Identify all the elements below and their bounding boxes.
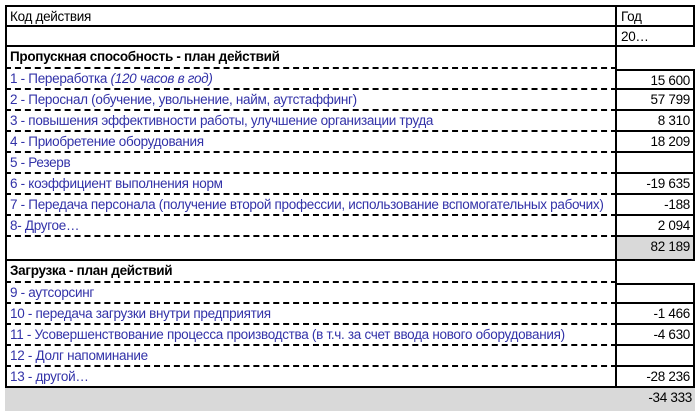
table-row <box>5 69 695 90</box>
action-label-cell[interactable]: 12 - Долг напоминание <box>5 346 617 367</box>
table-row <box>5 325 695 346</box>
value-cell[interactable] <box>617 283 695 304</box>
value-cell[interactable]: -188 <box>617 195 695 216</box>
subtotal-row-capacity <box>5 237 695 261</box>
table-row <box>5 174 695 195</box>
value-cell[interactable]: 57 799 <box>617 90 695 111</box>
action-label-cell[interactable] <box>5 69 617 90</box>
action-plan-table <box>5 5 695 411</box>
table-header-row <box>5 5 695 27</box>
action-label-cell[interactable]: 3 - повышения эффективности работы, улучшение организации труда <box>5 111 617 132</box>
year-value-cell[interactable]: 20… <box>617 27 695 45</box>
action-label-cell[interactable]: 11 - Усовершенствование процесса производства (в т.ч. за счет ввода нового оборудования) <box>5 325 617 346</box>
action-label-cell[interactable]: 10 - передача загрузки внутри предприятия <box>5 304 617 325</box>
action-label-italic: (120 часов в год) <box>110 71 213 86</box>
empty-cell[interactable] <box>5 27 617 45</box>
action-label-cell[interactable]: 8- Другое… <box>5 216 617 237</box>
year-value-row <box>5 27 695 47</box>
header-cell-year[interactable]: Год <box>617 7 695 25</box>
section-header-row-capacity <box>5 47 695 69</box>
value-cell[interactable]: -1 466 <box>617 304 695 325</box>
empty-cell[interactable] <box>5 388 617 411</box>
table-row <box>5 111 695 132</box>
empty-cell[interactable] <box>5 237 617 259</box>
value-cell[interactable]: 2 094 <box>617 216 695 237</box>
action-label-cell[interactable]: 5 - Резерв <box>5 153 617 174</box>
table-row <box>5 367 695 388</box>
value-cell[interactable] <box>617 346 695 367</box>
value-cell[interactable]: 18 209 <box>617 132 695 153</box>
table-row <box>5 153 695 174</box>
action-label: 1 - Переработка <box>10 71 111 86</box>
table-row <box>5 283 695 304</box>
value-cell[interactable]: -4 630 <box>617 325 695 346</box>
value-cell[interactable]: 15 600 <box>617 69 695 90</box>
action-label-cell[interactable]: 2 - Пероснал (обучение, увольнение, найм, аутстаффинг) <box>5 90 617 111</box>
empty-cell[interactable] <box>617 47 695 69</box>
grand-total-row <box>5 388 695 411</box>
action-label-cell[interactable]: 6 - коэффициент выполнения норм <box>5 174 617 195</box>
section-title-cell[interactable]: Пропускная способность - план действий <box>5 47 617 69</box>
action-label-cell[interactable]: 4 - Приобретение оборудования <box>5 132 617 153</box>
subtotal-value-cell[interactable]: 82 189 <box>617 237 695 259</box>
table-row <box>5 132 695 153</box>
section-title-cell[interactable]: Загрузка - план действий <box>5 261 617 283</box>
table-row <box>5 216 695 237</box>
grand-total-value-cell[interactable]: -34 333 <box>648 390 692 405</box>
table-row <box>5 195 695 216</box>
section-header-row-load <box>5 261 695 283</box>
action-label-cell[interactable]: 7 - Передача персонала (получение второй профессии, использование вспомогательных рабочих) <box>5 195 617 216</box>
header-cell-action-code[interactable]: Код действия <box>5 7 617 25</box>
value-cell[interactable] <box>617 153 695 174</box>
value-cell[interactable]: -28 236 <box>617 367 695 386</box>
empty-cell[interactable] <box>617 261 695 283</box>
action-label-cell[interactable]: 9 - аутсорсинг <box>5 283 617 304</box>
value-cell[interactable]: 8 310 <box>617 111 695 132</box>
table-row <box>5 90 695 111</box>
value-cell[interactable]: -19 635 <box>617 174 695 195</box>
table-row <box>5 346 695 367</box>
action-label-cell[interactable]: 13 - другой… <box>5 367 617 386</box>
table-row <box>5 304 695 325</box>
